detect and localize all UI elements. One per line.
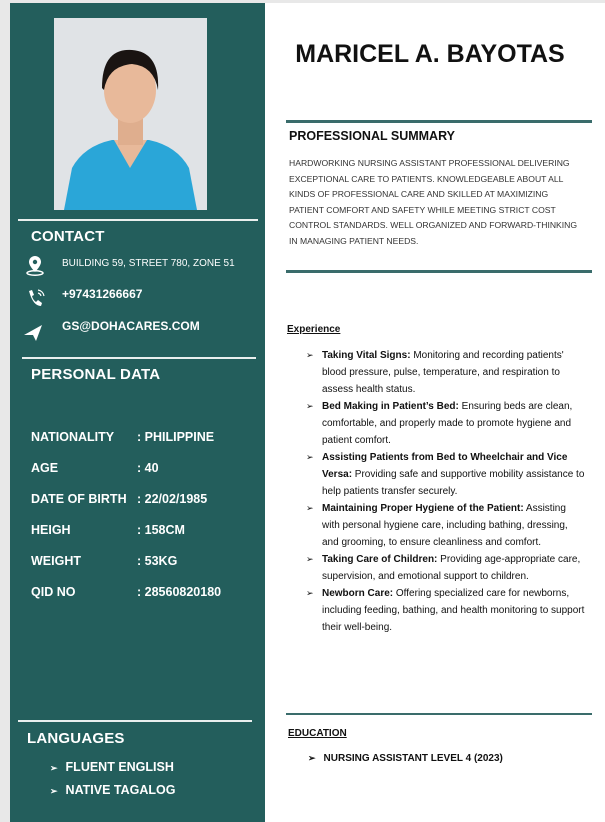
nationality-value: : PHILIPPINE (137, 430, 215, 444)
age-label: AGE (31, 461, 59, 475)
candidate-name: MARICEL A. BAYOTAS (295, 40, 565, 68)
weight-label: WEIGHT (31, 554, 81, 568)
experience-item: ➢ Assisting Patients from Bed to Wheelchair and Vice Versa: Providing safe and supportive mobility assistance to help patients transfer securely. (306, 449, 586, 500)
divider (18, 219, 258, 221)
dob-value: : 22/02/1985 (137, 492, 208, 506)
section-rule (286, 270, 592, 273)
experience-item: ➢ Maintaining Proper Hygiene of the Patient: Assisting with personal hygiene care, including bathing, dressing, and grooming, to ensure cleanliness and comfort. (306, 500, 586, 551)
dob-label: DATE OF BIRTH (31, 492, 127, 506)
profile-photo (54, 18, 207, 210)
experience-item: ➢ Bed Making in Patient’s Bed: Ensuring beds are clean, comfortable, and properly made to promote hygiene and patient comfort. (306, 398, 586, 449)
qid-value: : 28560820180 (137, 585, 222, 599)
languages-heading: LANGUAGES (27, 730, 125, 747)
language-label: NATIVE TAGALOG (65, 783, 176, 797)
divider (18, 720, 252, 722)
language-item: ➢ FLUENT ENGLISH (50, 760, 174, 774)
section-rule (286, 713, 592, 715)
contact-email[interactable]: GS@DOHACARES.COM (62, 319, 200, 333)
experience-item: ➢ Newborn Care: Offering specialized care for newborns, including feeding, bathing, and health monitoring to support their well-being. (306, 585, 586, 636)
section-rule (286, 120, 592, 123)
education-label: NURSING ASSISTANT LEVEL 4 (2023) (323, 753, 503, 764)
language-item: ➢ NATIVE TAGALOG (50, 783, 176, 797)
personal-data-heading: PERSONAL DATA (31, 366, 161, 383)
age-value: : 40 (137, 461, 159, 475)
sidebar (10, 3, 265, 822)
experience-item: ➢ Taking Care of Children: Providing age-appropriate care, supervision, and emotional support to children. (306, 551, 586, 585)
send-icon (22, 321, 44, 343)
location-icon (24, 254, 46, 276)
experience-item: ➢ Taking Vital Signs: Monitoring and recording patients' blood pressure, pulse, temperature, and respiration to assess health status. (306, 347, 586, 398)
contact-heading: CONTACT (31, 228, 105, 245)
education-heading: EDUCATION (288, 728, 347, 739)
qid-label: QID NO (31, 585, 76, 599)
height-value: : 158CM (137, 523, 185, 537)
summary-heading: PROFESSIONAL SUMMARY (289, 129, 455, 143)
weight-value: : 53KG (137, 554, 178, 568)
contact-address: BUILDING 59, STREET 780, ZONE 51 (62, 258, 235, 269)
experience-heading: Experience (287, 324, 341, 335)
summary-text: HARDWORKING NURSING ASSISTANT PROFESSIONAL DELIVERING EXCEPTIONAL CARE TO PATIENTS. KNOWLEDGEABLE ABOUT ALL KINDS OF PROFESSIONAL CARE AND SKILLED AT MAXIMIZING PATIENT COMFORT AND SAFETY WHILE MEETING STRICT COST CONTROL STANDARDS. WELL ORGANIZED AND FORWARD-THINKING IN MANAGING PATIENT NEEDS. (289, 158, 578, 246)
divider (22, 357, 256, 359)
experience-list (306, 347, 586, 636)
language-label: FLUENT ENGLISH (65, 760, 174, 774)
nationality-label: NATIONALITY (31, 430, 115, 444)
education-item: ➢ NURSING ASSISTANT LEVEL 4 (2023) (308, 753, 503, 764)
height-label: HEIGH (31, 523, 71, 537)
contact-phone[interactable]: +97431266667 (62, 287, 143, 301)
page-edge (0, 0, 10, 822)
phone-icon (24, 287, 46, 309)
